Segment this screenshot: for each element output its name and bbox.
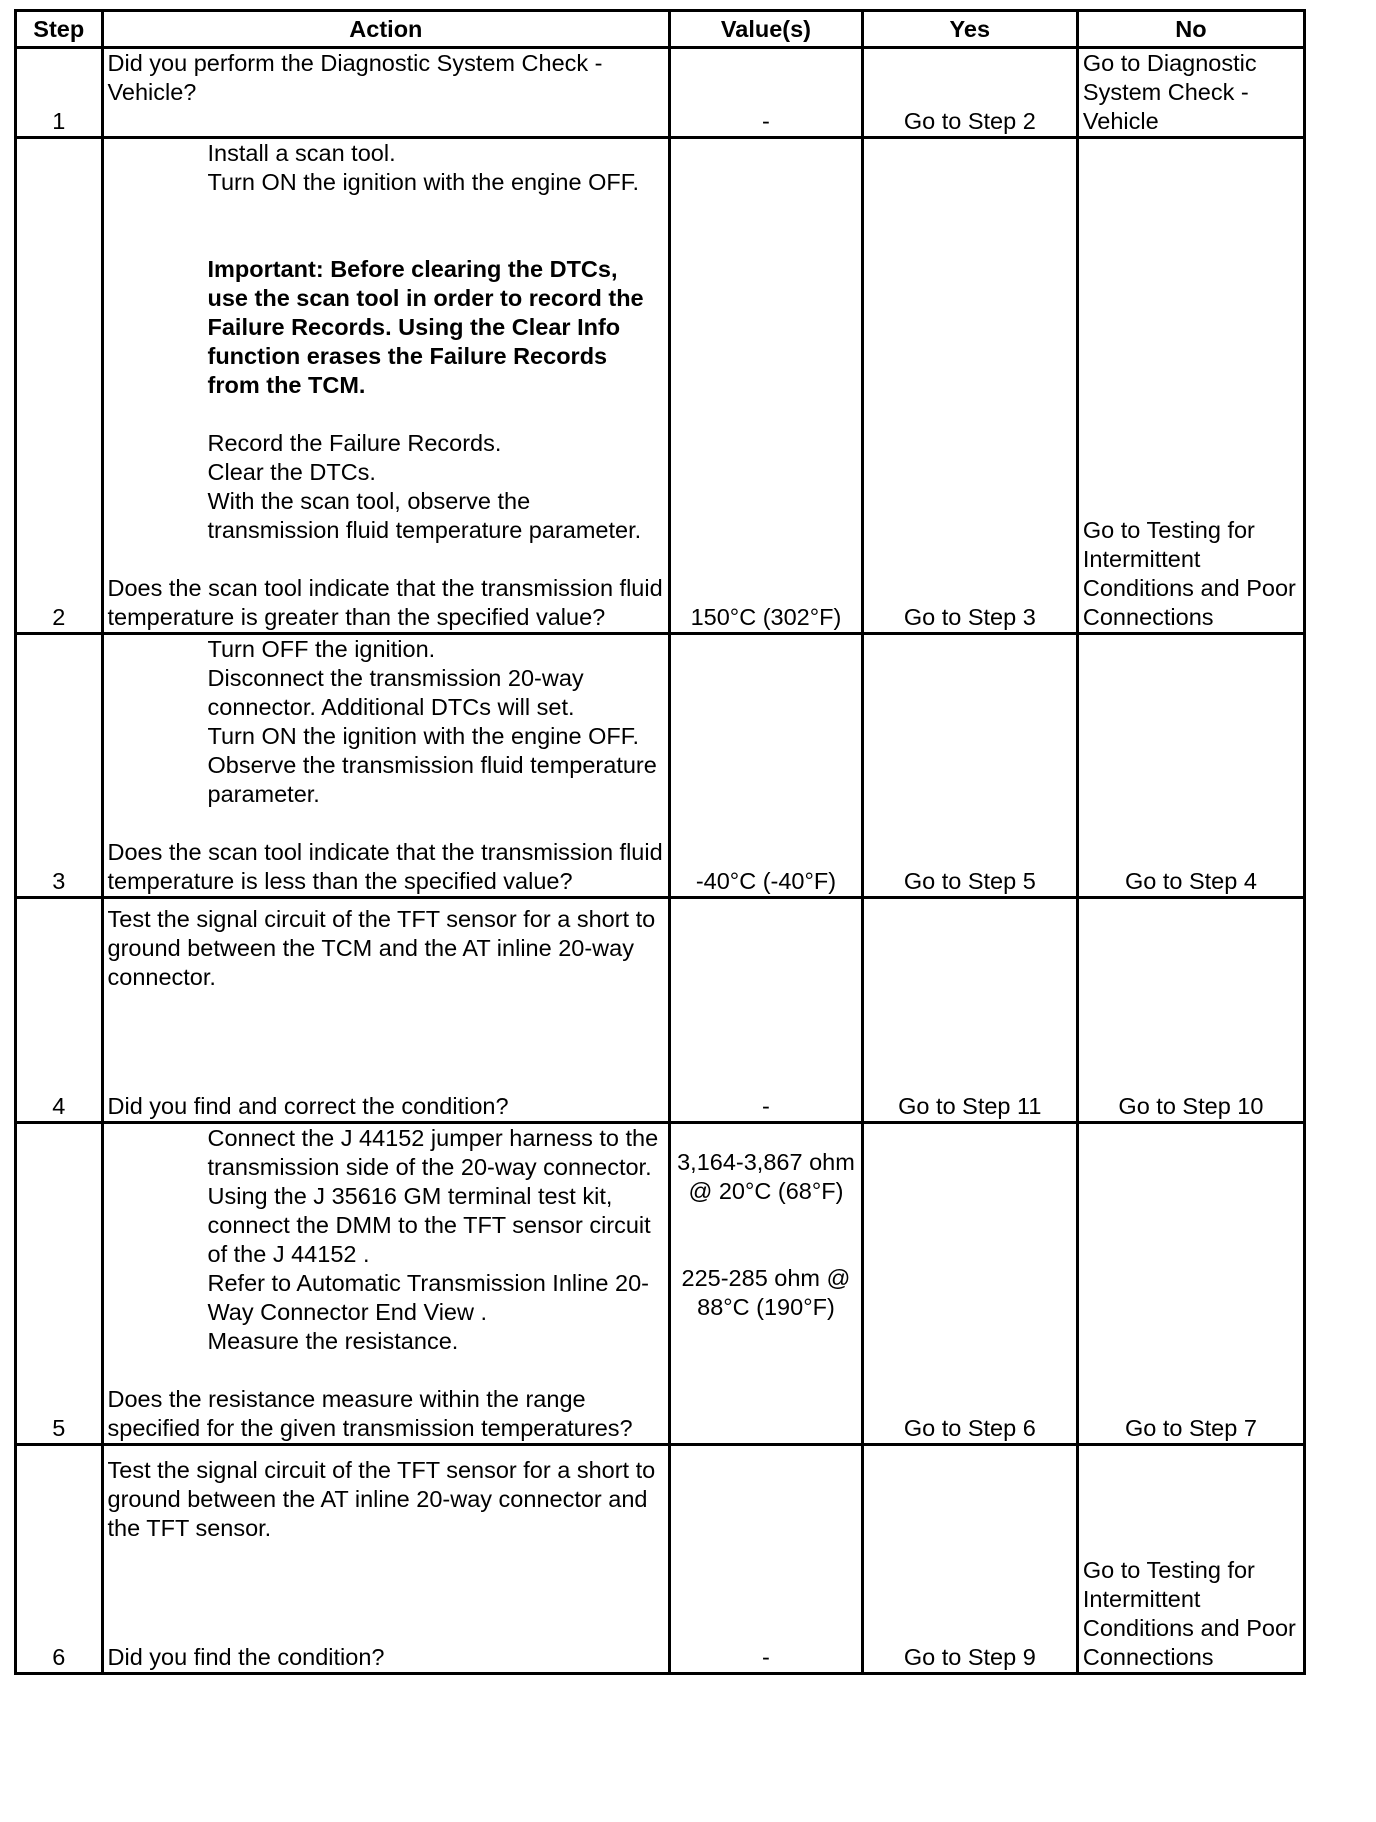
substep: Turn OFF the ignition. [207, 636, 436, 662]
no-cell: Go to Testing for Intermittent Conditions and Poor Connections [1077, 1445, 1304, 1674]
value-cell [670, 1123, 862, 1445]
action-question: Did you find and correct the condition? [107, 1093, 509, 1119]
substep: Record the Failure Records. [207, 430, 502, 456]
substep-list [108, 635, 665, 809]
important-note: Important: Before clearing the DTCs, use the scan tool in order to record the Failure Records. Using the Clear Info function erases the Failure Records from the TCM. [207, 256, 644, 398]
substep: Clear the DTCs. [207, 459, 376, 485]
yes-cell: Go to Step 11 [862, 898, 1077, 1123]
action-question: Does the scan tool indicate that the transmission fluid temperature is less than the specified value? [107, 839, 663, 894]
substep: Using the J 35616 GM terminal test kit, connect the DMM to the TFT sensor circuit of the J 44152 . [207, 1183, 651, 1267]
table-row-step-3 [16, 634, 1305, 898]
substep-list [108, 1124, 665, 1356]
action-cell [102, 1123, 670, 1445]
table-row-step-6 [16, 1445, 1305, 1674]
substep: Install a scan tool. [207, 140, 396, 166]
substep: Connect the J 44152 jumper harness to the transmission side of the 20-way connector. [207, 1125, 659, 1180]
action-cell [102, 898, 670, 1123]
table-row-step-5 [16, 1123, 1305, 1445]
table-row-step-2 [16, 138, 1305, 634]
substep: Observe the transmission fluid temperature parameter. [207, 752, 657, 807]
value-cell: 150°C (302°F) [670, 138, 862, 634]
yes-cell: Go to Step 3 [862, 138, 1077, 634]
header-action: Action [102, 11, 670, 48]
substep-list [108, 139, 665, 545]
step-number: 6 [16, 1445, 103, 1674]
table-header-row [16, 11, 1305, 48]
value-range-hot: 225-285 ohm @ 88°C (190°F) [681, 1265, 851, 1320]
header-step: Step [16, 11, 103, 48]
action-cell [102, 1445, 670, 1674]
substep: Refer to Automatic Transmission Inline 20-Way Connector End View . [207, 1270, 649, 1325]
no-cell: Go to Step 10 [1077, 898, 1304, 1123]
table-row-step-4 [16, 898, 1305, 1123]
value-cell: - [670, 48, 862, 138]
substep: Turn ON the ignition with the engine OFF. [207, 723, 639, 749]
diagnostic-table [14, 9, 1306, 1675]
value-cell: - [670, 898, 862, 1123]
header-yes: Yes [862, 11, 1077, 48]
no-cell: Go to Diagnostic System Check - Vehicle [1077, 48, 1304, 138]
action-cell [102, 138, 670, 634]
step-number: 1 [16, 48, 103, 138]
header-values: Value(s) [670, 11, 862, 48]
value-cell: - [670, 1445, 862, 1674]
step-number: 5 [16, 1123, 103, 1445]
step-number: 4 [16, 898, 103, 1123]
action-question: Does the resistance measure within the range specified for the given transmission temperatures? [107, 1386, 633, 1441]
no-cell: Go to Step 4 [1077, 634, 1304, 898]
table-row-step-1 [16, 48, 1305, 138]
substep: Measure the resistance. [207, 1328, 459, 1354]
yes-cell: Go to Step 5 [862, 634, 1077, 898]
header-no: No [1077, 11, 1304, 48]
action-cell [102, 634, 670, 898]
substep: With the scan tool, observe the transmission fluid temperature parameter. [207, 488, 642, 543]
no-cell: Go to Testing for Intermittent Conditions and Poor Connections [1077, 138, 1304, 634]
action-text: Test the signal circuit of the TFT sensor for a short to ground between the AT inline 20-way connector and the TFT sensor. [107, 1457, 656, 1541]
value-cell: -40°C (-40°F) [670, 634, 862, 898]
yes-cell: Go to Step 9 [862, 1445, 1077, 1674]
substep: Disconnect the transmission 20-way connector. Additional DTCs will set. [207, 665, 584, 720]
action-question: Does the scan tool indicate that the transmission fluid temperature is greater than the specified value? [107, 575, 663, 630]
no-cell: Go to Step 7 [1077, 1123, 1304, 1445]
step-number: 2 [16, 138, 103, 634]
action-question: Did you find the condition? [107, 1644, 385, 1670]
action-question: Did you perform the Diagnostic System Check - Vehicle? [107, 50, 603, 105]
step-number: 3 [16, 634, 103, 898]
action-cell [102, 48, 670, 138]
substep: Turn ON the ignition with the engine OFF. [207, 169, 639, 195]
yes-cell: Go to Step 2 [862, 48, 1077, 138]
action-text: Test the signal circuit of the TFT sensor for a short to ground between the TCM and the AT inline 20-way connector. [107, 906, 656, 990]
yes-cell: Go to Step 6 [862, 1123, 1077, 1445]
value-range-cold: 3,164-3,867 ohm @ 20°C (68°F) [677, 1149, 855, 1204]
